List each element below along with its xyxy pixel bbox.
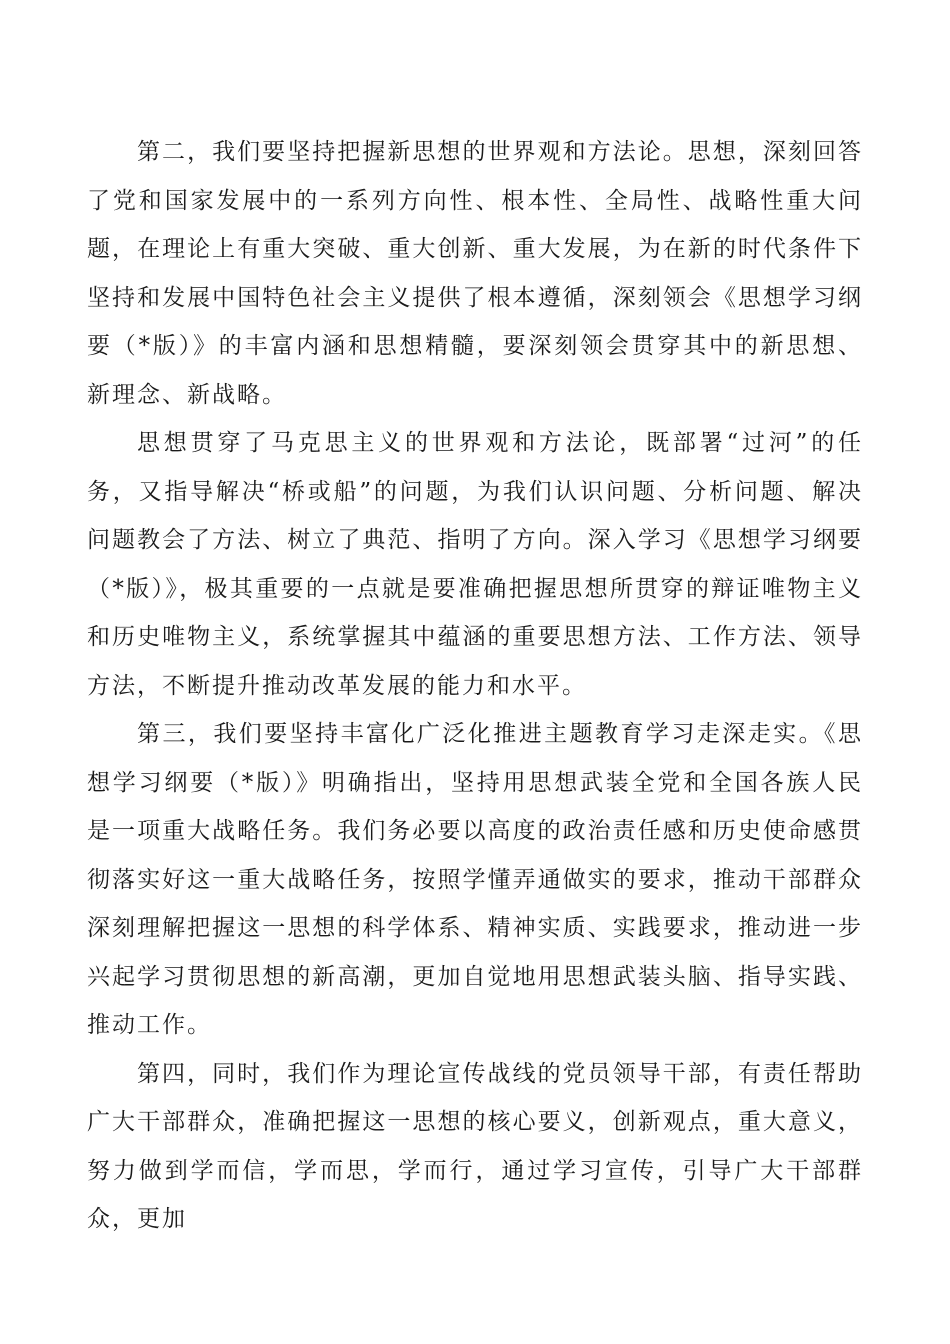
paragraph-2: 第二，我们要坚持把握新思想的世界观和方法论。思想，深刻回答了党和国家发展中的一系列方向性、根本性、全局性、战略性重大问题，在理论上有重大突破、重大创新、重大发展，为在新的时代条件下坚持和发展中国特色社会主义提供了根本遵循，深刻领会《思想学习纲要（*版）》的丰富内涵和思想精髓，要深刻领会贯穿其中的新思想、新理念、新战略。 xyxy=(87,139,863,408)
paragraph-3: 第三，我们要坚持丰富化广泛化推进主题教育学习走深走实。《思想学习纲要（*版）》明确指出，坚持用思想武装全党和全国各族人民是一项重大战略任务。我们务必要以高度的政治责任感和历史使命感贯彻落实好这一重大战略任务，按照学懂弄通做实的要求，推动干部群众深刻理解把握这一思想的科学体系、精神实质、实践要求，推动进一步兴起学习贯彻思想的新高潮，更加自觉地用思想武装头脑、指导实践、推动工作。 xyxy=(87,721,863,1038)
document-page xyxy=(87,128,863,1244)
paragraph-4: 第四，同时，我们作为理论宣传战线的党员领导干部，有责任帮助广大干部群众，准确把握这一思想的核心要义，创新观点，重大意义，努力做到学而信，学而思，学而行，通过学习宣传，引导广大干部群众，更加 xyxy=(87,1060,863,1232)
paragraph-thought-methodology: 思想贯穿了马克思主义的世界观和方法论，既部署“过河”的任务，又指导解决“桥或船”的问题，为我们认识问题、分析问题、解决问题教会了方法、树立了典范、指明了方向。深入学习《思想学习纲要（*版）》，极其重要的一点就是要准确把握思想所贯穿的辩证唯物主义和历史唯物主义，系统掌握其中蕴涵的重要思想方法、工作方法、领导方法，不断提升推动改革发展的能力和水平。 xyxy=(87,430,863,699)
